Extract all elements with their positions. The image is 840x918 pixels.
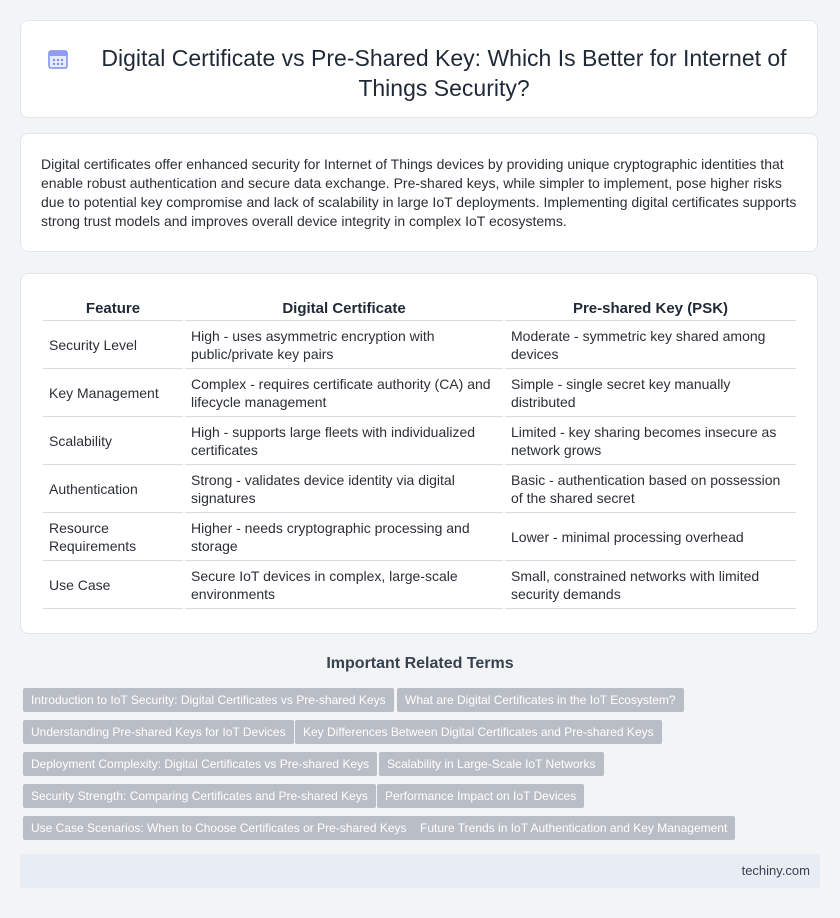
related-term-tag[interactable]: What are Digital Certificates in the IoT Ecosystem? — [397, 688, 684, 712]
related-term-tag[interactable]: Performance Impact on IoT Devices — [377, 784, 584, 808]
table-cell: Complex - requires certificate authority (CA) and lifecycle management — [185, 369, 503, 417]
related-term-tag[interactable]: Security Strength: Comparing Certificates and Pre-shared Keys — [23, 784, 376, 808]
table-cell: Security Level — [43, 321, 183, 369]
table-header-row — [43, 296, 796, 321]
calendar-icon — [47, 48, 69, 70]
table-cell: Use Case — [43, 561, 183, 609]
comparison-table — [41, 296, 798, 609]
table-row — [43, 369, 796, 417]
table-cell: Strong - validates device identity via digital signatures — [185, 465, 503, 513]
related-terms-heading: Important Related Terms — [326, 655, 514, 672]
title-card — [20, 20, 818, 118]
intro-card — [20, 133, 818, 252]
intro-paragraph: Digital certificates offer enhanced security for Internet of Things devices by providing unique cryptographic identities that enable robust authentication and secure data exchange. Pre-shared keys, while simpler to implement, pose higher risks due to potential key compromise and lack of scalability in large IoT deployments. Implementing digital certificates supports strong trust models and improves overall device integrity in complex IoT ecosystems. — [41, 156, 797, 229]
table-cell: Basic - authentication based on possession of the shared secret — [505, 465, 796, 513]
related-term-tag[interactable]: Use Case Scenarios: When to Choose Certificates or Pre-shared Keys — [23, 816, 415, 840]
related-term-tag[interactable]: Scalability in Large-Scale IoT Networks — [379, 752, 604, 776]
table-row — [43, 561, 796, 609]
page-title: Digital Certificate vs Pre-Shared Key: Which Is Better for Internet of Things Security? — [101, 45, 787, 101]
column-header-digital-certificate: Digital Certificate — [185, 296, 503, 321]
table-row — [43, 321, 796, 369]
table-cell: Small, constrained networks with limited security demands — [505, 561, 796, 609]
related-term-tag[interactable]: Key Differences Between Digital Certificates and Pre-shared Keys — [295, 720, 662, 744]
table-cell: Key Management — [43, 369, 183, 417]
column-header-psk: Pre-shared Key (PSK) — [505, 296, 796, 321]
table-cell: Resource Requirements — [43, 513, 183, 561]
table-cell: Higher - needs cryptographic processing and storage — [185, 513, 503, 561]
table-cell: High - uses asymmetric encryption with public/private key pairs — [185, 321, 503, 369]
related-term-tag[interactable]: Introduction to IoT Security: Digital Certificates vs Pre-shared Keys — [23, 688, 394, 712]
related-term-tag[interactable]: Future Trends in IoT Authentication and Key Management — [412, 816, 735, 840]
table-cell: Authentication — [43, 465, 183, 513]
table-cell: Lower - minimal processing overhead — [505, 513, 796, 561]
related-term-tag[interactable]: Understanding Pre-shared Keys for IoT Devices — [23, 720, 294, 744]
table-cell: Simple - single secret key manually distributed — [505, 369, 796, 417]
related-term-tag[interactable]: Deployment Complexity: Digital Certificates vs Pre-shared Keys — [23, 752, 377, 776]
table-cell: High - supports large fleets with individualized certificates — [185, 417, 503, 465]
table-cell: Moderate - symmetric key shared among devices — [505, 321, 796, 369]
table-cell: Limited - key sharing becomes insecure as network grows — [505, 417, 796, 465]
column-header-feature: Feature — [43, 296, 183, 321]
comparison-table-card — [20, 273, 818, 634]
site-name[interactable]: techiny.com — [741, 863, 810, 878]
table-cell: Secure IoT devices in complex, large-scale environments — [185, 561, 503, 609]
table-cell: Scalability — [43, 417, 183, 465]
table-row — [43, 465, 796, 513]
footer — [20, 854, 820, 888]
table-row — [43, 513, 796, 561]
table-row — [43, 417, 796, 465]
